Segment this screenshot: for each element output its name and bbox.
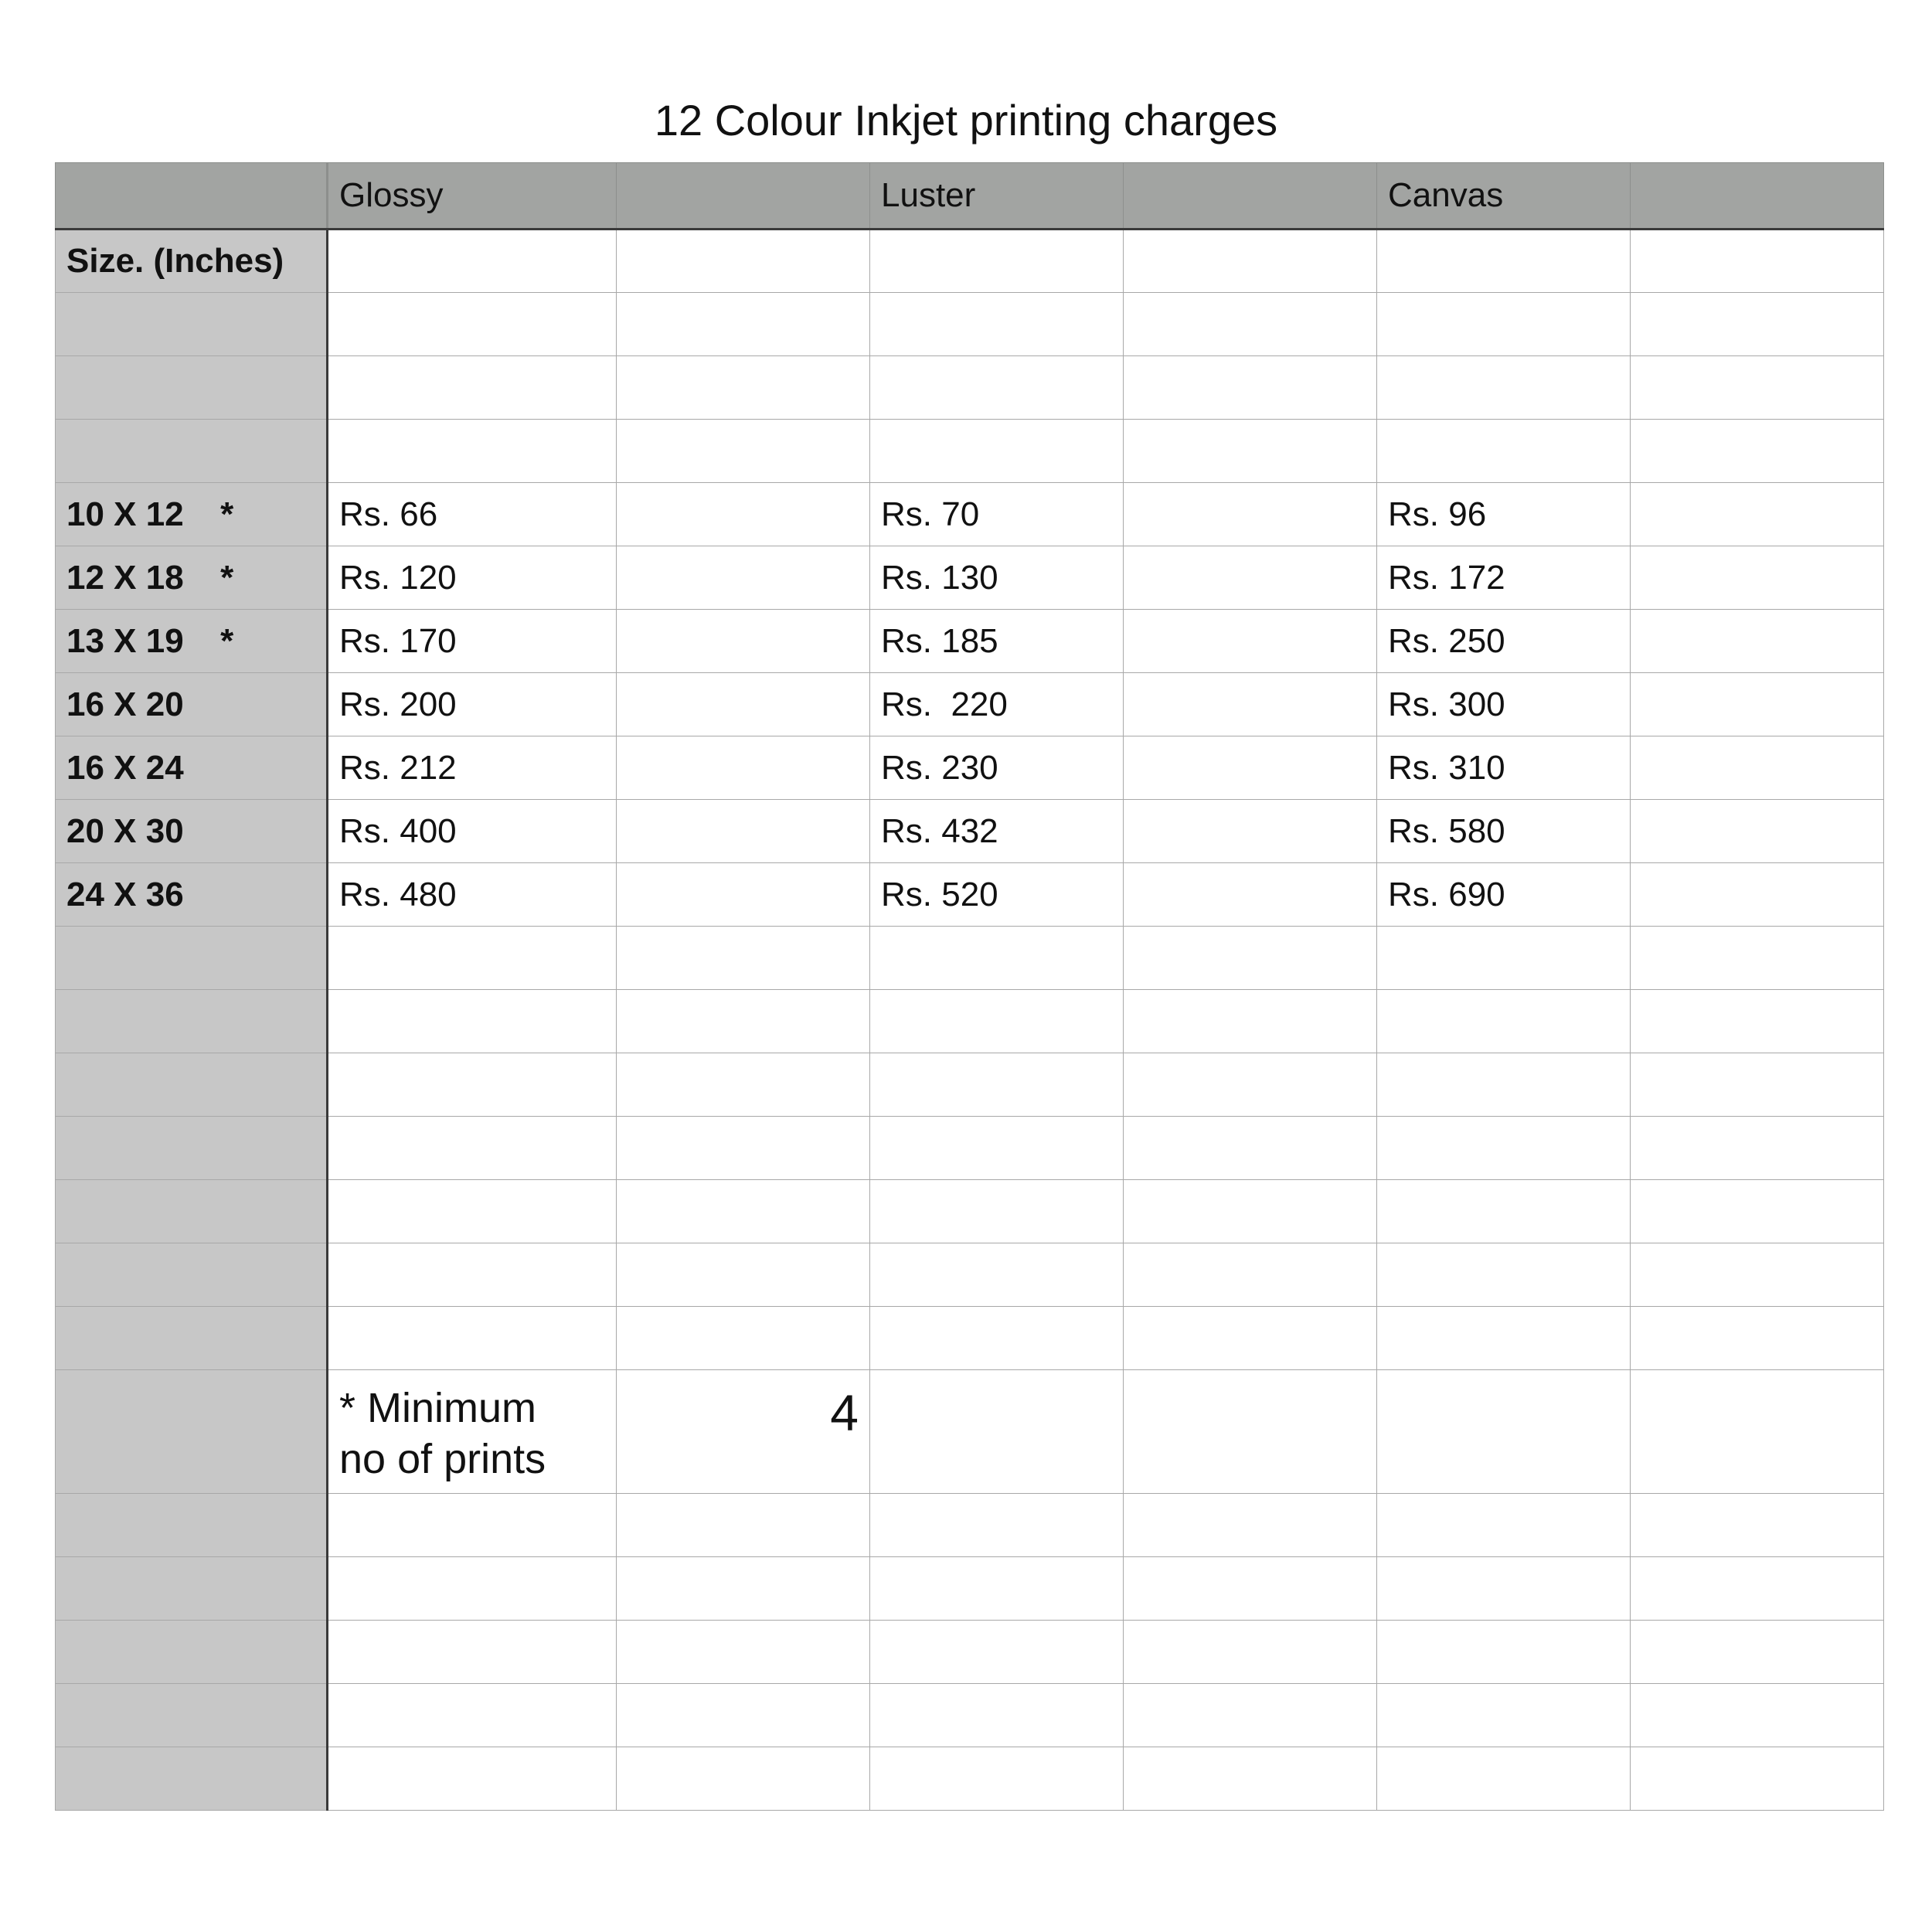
table-cell[interactable] [1631,293,1884,356]
table-cell[interactable] [328,420,617,483]
table-cell[interactable] [1631,990,1884,1053]
table-cell[interactable] [870,1180,1124,1243]
table-cell[interactable] [1124,673,1377,736]
table-cell[interactable] [1631,736,1884,800]
table-cell[interactable] [1377,1370,1631,1494]
table-cell[interactable] [870,356,1124,420]
table-cell[interactable] [328,1180,617,1243]
table-cell[interactable] [617,420,870,483]
column-header-luster[interactable]: Luster [870,163,1124,230]
table-row [56,1180,1884,1243]
table-cell[interactable] [1631,1117,1884,1180]
size-label: 13 X 19 [66,621,184,660]
table-cell[interactable] [1377,356,1631,420]
table-row [56,1494,1884,1557]
table-cell[interactable] [1124,1494,1377,1557]
row-header-cell[interactable] [56,1243,328,1307]
table-cell[interactable] [870,1307,1124,1370]
table-row [56,1684,1884,1747]
table-row [56,1243,1884,1307]
table-cell[interactable] [617,800,870,863]
table-cell[interactable] [617,1747,870,1811]
size-cell[interactable] [56,483,328,546]
price-row [56,800,1884,863]
table-cell[interactable] [328,1243,617,1307]
table-cell[interactable] [1377,1243,1631,1307]
table-cell[interactable] [1124,863,1377,927]
table-cell[interactable] [1631,1370,1884,1494]
table-cell[interactable] [1631,673,1884,736]
note-line-2: no of prints [339,1435,546,1482]
table-cell[interactable] [1124,1117,1377,1180]
table-cell[interactable] [617,1180,870,1243]
table-cell[interactable] [870,927,1124,990]
table-cell[interactable] [870,1557,1124,1621]
table-cell[interactable] [870,1747,1124,1811]
canvas-price-cell[interactable]: Rs. 300 [1377,673,1631,736]
row-header-cell[interactable] [56,1053,328,1117]
table-cell[interactable] [1377,1307,1631,1370]
table-cell[interactable] [617,1053,870,1117]
size-label: 10 X 12 [66,495,184,533]
table-cell[interactable] [1124,483,1377,546]
table-row [56,230,1884,293]
table-cell[interactable] [328,1117,617,1180]
row-header-cell[interactable] [56,990,328,1053]
table-cell[interactable] [617,1307,870,1370]
glossy-price-cell[interactable]: Rs. 400 [328,800,617,863]
table-cell[interactable] [1124,230,1377,293]
table-cell[interactable] [617,927,870,990]
asterisk-mark: * [220,558,234,597]
glossy-price-cell[interactable]: Rs. 66 [328,483,617,546]
table-cell[interactable] [1631,1747,1884,1811]
table-cell[interactable] [870,1243,1124,1307]
table-cell[interactable] [1377,230,1631,293]
header-cell[interactable] [617,163,870,230]
luster-price-cell[interactable]: Rs. 230 [870,736,1124,800]
table-cell[interactable] [1631,1180,1884,1243]
table-cell[interactable] [328,1621,617,1684]
table-cell[interactable] [1124,990,1377,1053]
table-cell[interactable] [617,1557,870,1621]
luster-price-cell[interactable]: Rs. 520 [870,863,1124,927]
row-header-cell[interactable] [56,1747,328,1811]
table-cell[interactable] [328,1684,617,1747]
table-cell[interactable] [1631,1494,1884,1557]
table-cell[interactable] [617,990,870,1053]
table-cell[interactable] [1631,230,1884,293]
table-cell[interactable] [617,1243,870,1307]
table-cell[interactable] [617,1494,870,1557]
table-cell[interactable] [870,420,1124,483]
table-cell[interactable] [328,990,617,1053]
price-row [56,546,1884,610]
header-cell[interactable] [1631,163,1884,230]
table-cell[interactable] [1124,420,1377,483]
row-header-cell[interactable] [56,1370,328,1494]
table-cell[interactable] [870,1494,1124,1557]
table-cell[interactable] [1124,927,1377,990]
row-header-cell[interactable] [56,1557,328,1621]
table-cell[interactable] [617,483,870,546]
note-row [56,1370,1884,1494]
size-cell[interactable] [56,546,328,610]
table-row [56,1307,1884,1370]
table-row [56,1557,1884,1621]
size-cell[interactable]: 20 X 30 [56,800,328,863]
table-cell[interactable] [1377,1494,1631,1557]
table-cell[interactable] [870,1684,1124,1747]
price-row [56,863,1884,927]
table-cell[interactable] [870,1370,1124,1494]
table-cell[interactable] [870,1053,1124,1117]
row-header-cell[interactable] [56,420,328,483]
table-cell[interactable] [1124,1684,1377,1747]
luster-price-cell[interactable]: Rs. 185 [870,610,1124,673]
table-cell[interactable] [1377,927,1631,990]
table-cell[interactable] [617,546,870,610]
price-row [56,673,1884,736]
table-cell[interactable] [1631,546,1884,610]
table-cell[interactable] [1631,927,1884,990]
table-cell[interactable] [328,1747,617,1811]
table-cell[interactable] [1377,293,1631,356]
table-cell[interactable] [1124,1557,1377,1621]
size-cell[interactable] [56,610,328,673]
table-cell[interactable] [1631,1053,1884,1117]
glossy-price-cell[interactable]: Rs. 212 [328,736,617,800]
glossy-price-cell[interactable]: Rs. 120 [328,546,617,610]
header-row [56,163,1884,230]
table-cell[interactable] [328,1557,617,1621]
canvas-price-cell[interactable]: Rs. 690 [1377,863,1631,927]
table-cell[interactable] [617,673,870,736]
table-cell[interactable] [617,1621,870,1684]
table-cell[interactable] [1124,1053,1377,1117]
minimum-prints-note[interactable] [328,1370,617,1494]
size-cell[interactable]: 16 X 20 [56,673,328,736]
table-cell[interactable] [1631,483,1884,546]
size-cell[interactable]: 24 X 36 [56,863,328,927]
canvas-price-cell[interactable]: Rs. 580 [1377,800,1631,863]
table-cell[interactable] [617,1117,870,1180]
table-row [56,927,1884,990]
table-cell[interactable] [1631,1621,1884,1684]
table-cell[interactable] [1124,293,1377,356]
table-cell[interactable] [617,293,870,356]
glossy-price-cell[interactable]: Rs. 480 [328,863,617,927]
row-header-cell[interactable] [56,1307,328,1370]
table-cell[interactable] [1631,1557,1884,1621]
table-cell[interactable] [1631,1684,1884,1747]
row-header-cell[interactable] [56,1494,328,1557]
table-cell[interactable] [1124,1180,1377,1243]
table-cell[interactable] [1631,420,1884,483]
table-cell[interactable] [328,927,617,990]
table-row [56,1621,1884,1684]
price-row [56,736,1884,800]
table-cell[interactable] [1631,610,1884,673]
table-cell[interactable] [870,230,1124,293]
canvas-price-cell[interactable]: Rs. 310 [1377,736,1631,800]
table-cell[interactable] [1377,990,1631,1053]
luster-price-cell[interactable]: Rs. 432 [870,800,1124,863]
table-cell[interactable] [1377,1053,1631,1117]
table-row [56,1117,1884,1180]
asterisk-mark: * [220,495,234,533]
table-cell[interactable] [1124,1747,1377,1811]
note-line-1: * Minimum [339,1384,537,1431]
table-row [56,293,1884,356]
row-header-cell[interactable] [56,1621,328,1684]
price-table [55,162,1884,1811]
corner-cell[interactable] [56,163,328,230]
glossy-price-cell[interactable]: Rs. 170 [328,610,617,673]
size-label: 12 X 18 [66,558,184,597]
table-cell[interactable] [617,863,870,927]
table-cell[interactable] [1124,1243,1377,1307]
table-cell[interactable] [617,230,870,293]
table-cell[interactable] [1124,736,1377,800]
table-row [56,420,1884,483]
table-cell[interactable] [1124,610,1377,673]
canvas-price-cell[interactable]: Rs. 96 [1377,483,1631,546]
table-cell[interactable] [1124,800,1377,863]
table-cell[interactable] [1377,1621,1631,1684]
table-cell[interactable] [1377,420,1631,483]
canvas-price-cell[interactable]: Rs. 172 [1377,546,1631,610]
table-cell[interactable] [870,1117,1124,1180]
table-cell[interactable] [328,1307,617,1370]
glossy-price-cell[interactable]: Rs. 200 [328,673,617,736]
table-cell[interactable] [1124,356,1377,420]
table-cell[interactable] [328,356,617,420]
row-header-cell[interactable] [56,1684,328,1747]
sheet-title: 12 Colour Inkjet printing charges [654,96,1278,145]
row-header-cell[interactable] [56,356,328,420]
table-cell[interactable] [1124,546,1377,610]
table-cell[interactable] [617,736,870,800]
column-header-canvas[interactable]: Canvas [1377,163,1631,230]
table-cell[interactable] [1631,356,1884,420]
row-header-cell[interactable] [56,1180,328,1243]
table-cell[interactable] [1377,1117,1631,1180]
table-cell[interactable] [617,1684,870,1747]
table-row [56,990,1884,1053]
price-table-body [56,163,1884,1811]
table-cell[interactable] [1377,1557,1631,1621]
table-cell[interactable] [1631,800,1884,863]
table-cell[interactable] [1124,1307,1377,1370]
table-row [56,1747,1884,1811]
table-cell[interactable] [1377,1684,1631,1747]
table-cell[interactable] [1377,1747,1631,1811]
asterisk-mark: * [220,621,234,660]
luster-price-cell[interactable]: Rs. 130 [870,546,1124,610]
canvas-price-cell[interactable]: Rs. 250 [1377,610,1631,673]
size-cell[interactable]: 16 X 24 [56,736,328,800]
luster-price-cell[interactable]: Rs. 220 [870,673,1124,736]
table-cell[interactable] [1631,863,1884,927]
table-cell[interactable] [1631,1243,1884,1307]
table-cell[interactable] [328,230,617,293]
row-header-cell[interactable] [56,1117,328,1180]
price-row [56,483,1884,546]
table-cell[interactable] [328,1053,617,1117]
table-cell[interactable] [1377,1180,1631,1243]
minimum-prints-value[interactable]: 4 [617,1370,870,1494]
row-header-cell[interactable] [56,927,328,990]
table-row [56,1053,1884,1117]
table-cell[interactable] [617,356,870,420]
table-cell[interactable] [617,610,870,673]
table-cell[interactable] [1124,1621,1377,1684]
table-cell[interactable] [1631,1307,1884,1370]
table-cell[interactable] [870,990,1124,1053]
table-cell[interactable] [870,293,1124,356]
table-cell[interactable] [1124,1370,1377,1494]
size-header-cell[interactable]: Size. (Inches) [56,230,328,293]
row-header-cell[interactable] [56,293,328,356]
table-cell[interactable] [870,1621,1124,1684]
table-cell[interactable] [328,293,617,356]
table-row [56,356,1884,420]
table-cell[interactable] [328,1494,617,1557]
luster-price-cell[interactable]: Rs. 70 [870,483,1124,546]
column-header-glossy[interactable]: Glossy [328,163,617,230]
header-cell[interactable] [1124,163,1377,230]
price-row [56,610,1884,673]
